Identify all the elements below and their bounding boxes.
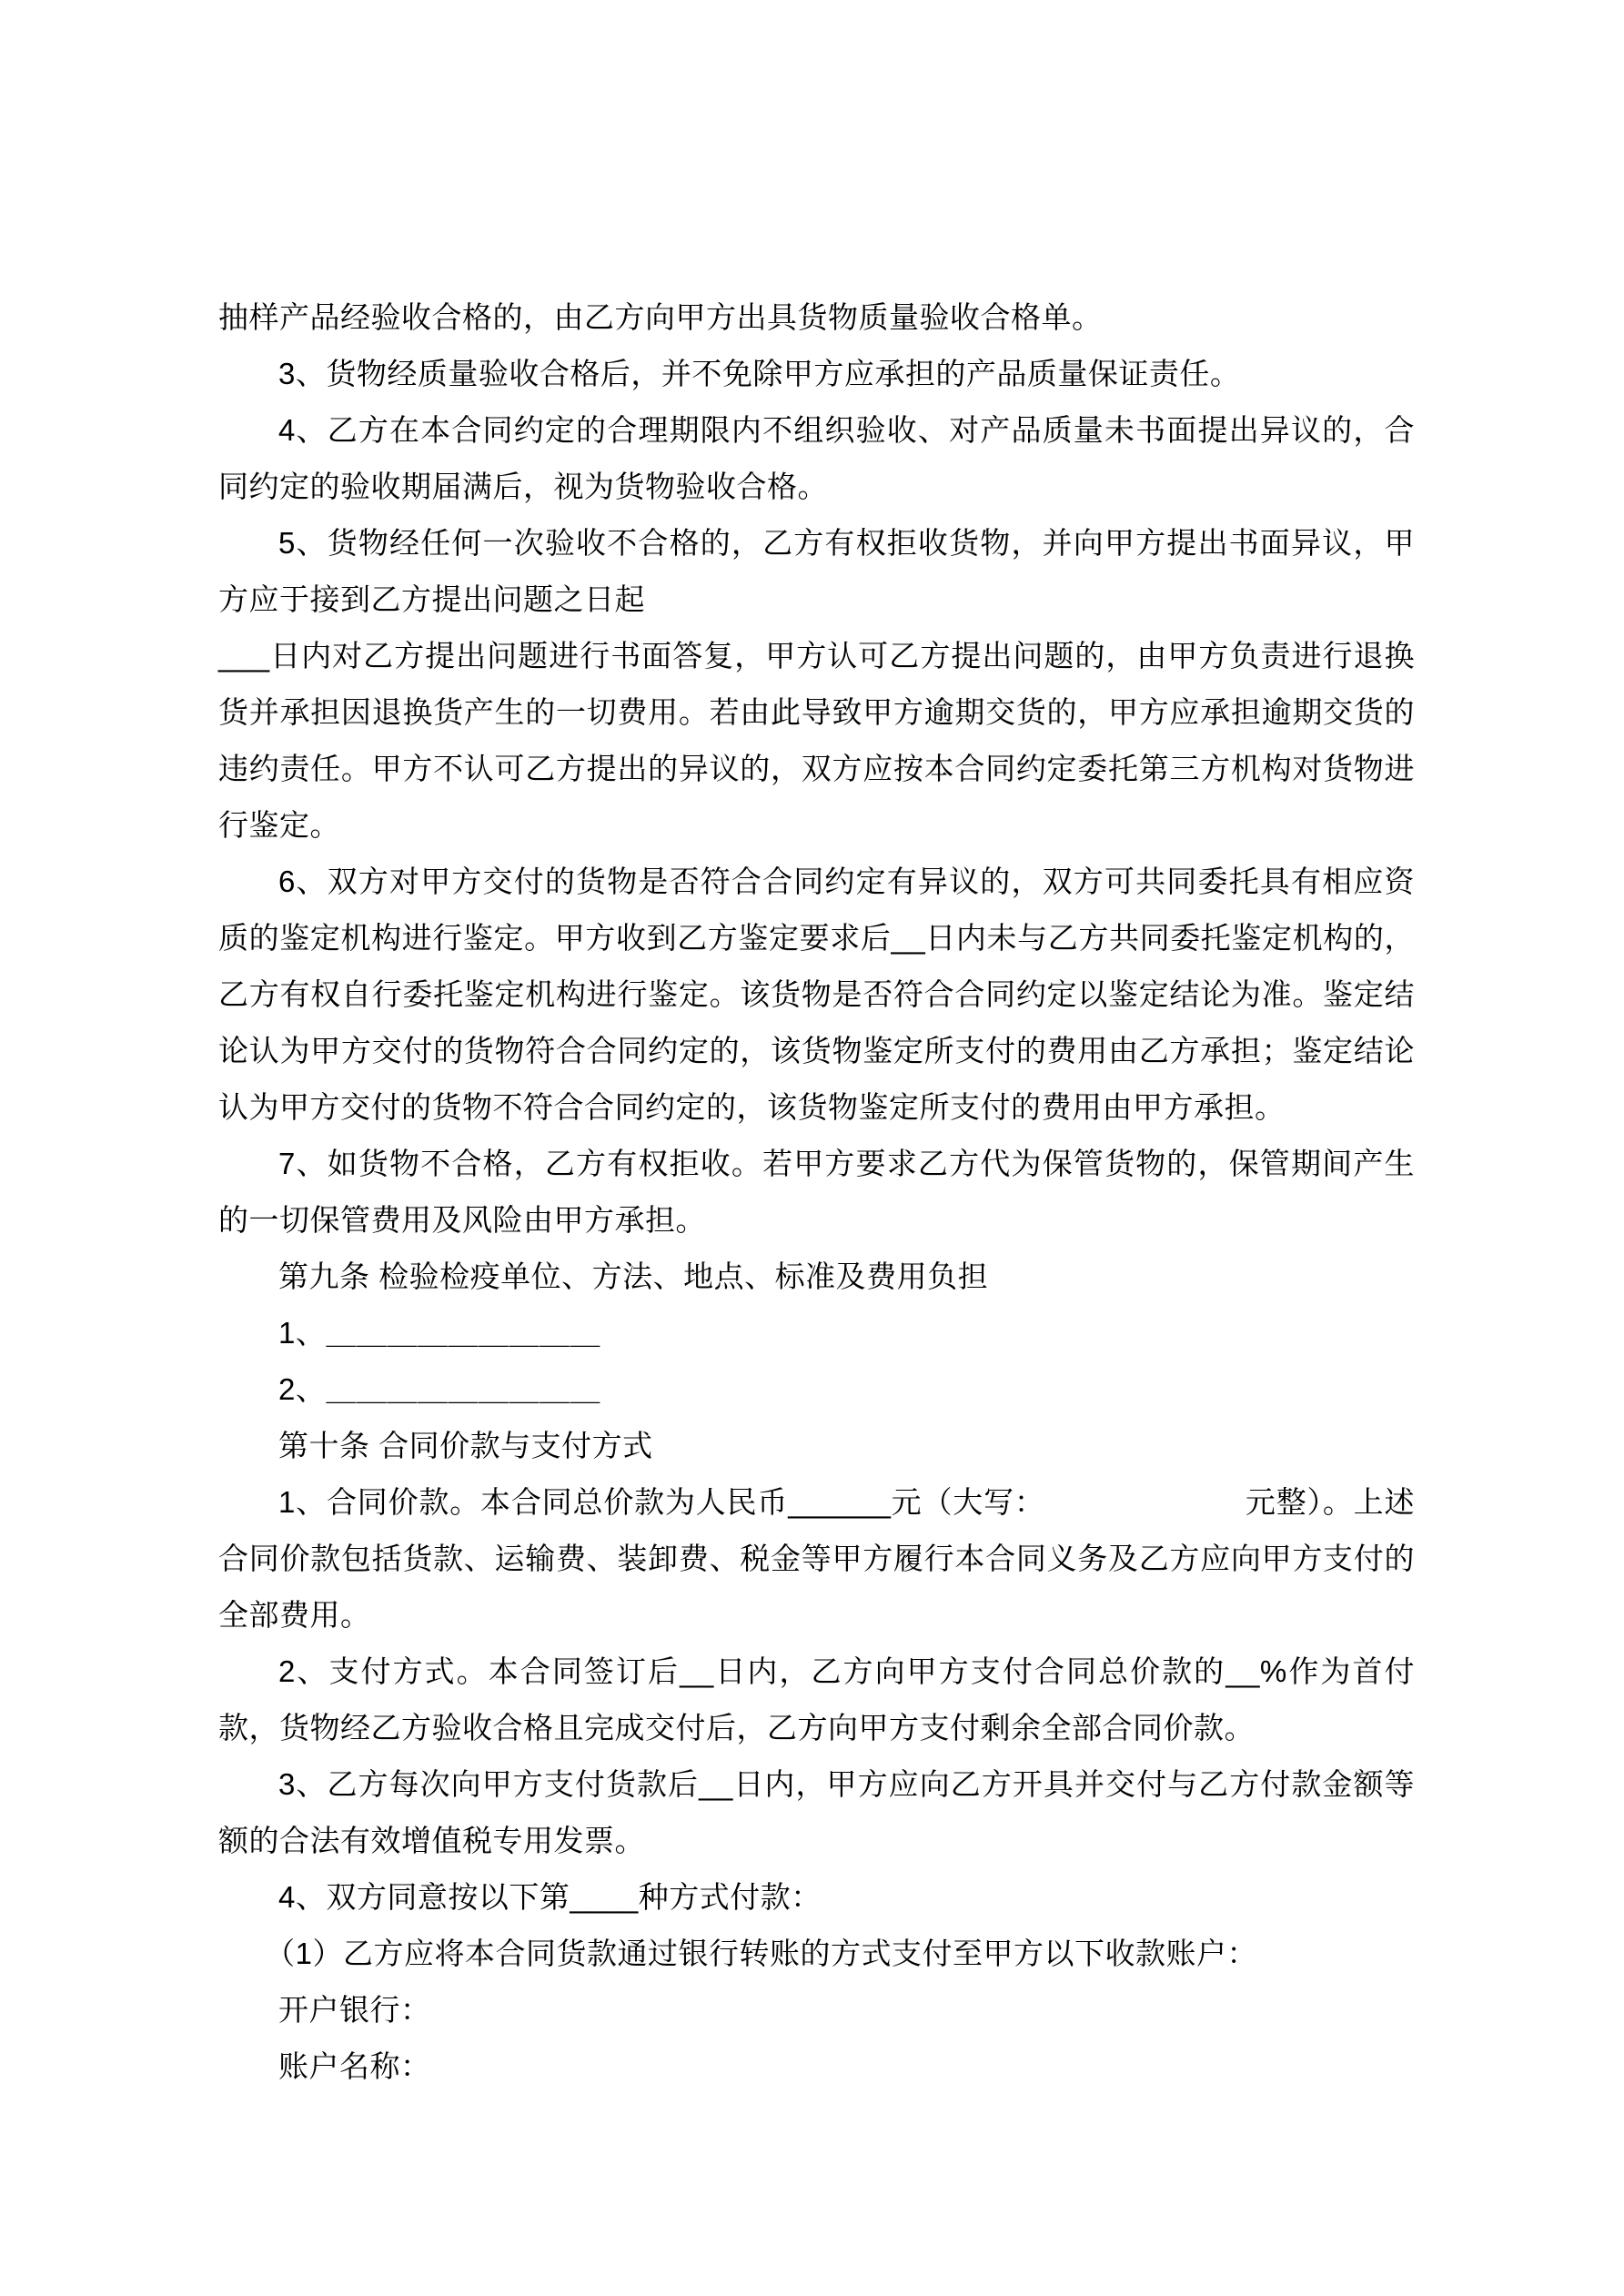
paragraph-clause-6: 6、双方对甲方交付的货物是否符合合同约定有异议的，双方可共同委托具有相应资质的鉴定机构进行鉴定。甲方收到乙方鉴定要求后__日内未与乙方共同委托鉴定机构的，乙方有权自行委托鉴定机构进行鉴定。该货物是否符合合同约定以鉴定结论为准。鉴定结论认为甲方交付的货物符合合同约定的，该货物鉴定所支付的费用由乙方承担；鉴定结论认为甲方交付的货物不符合合同约定的，该货物鉴定所支付的费用由甲方承担。 [218,865,1415,1124]
paragraph-clause-3: 3、货物经质量验收合格后，并不免除甲方应承担的产品质量保证责任。 [278,357,1241,390]
paragraph-clause-5-part2: ___日内对乙方提出问题进行书面答复，甲方认可乙方提出问题的，由甲方负责进行退换货并承担因退换货产生的一切费用。若由此导致甲方逾期交货的，甲方应承担逾期交货的违约责任。甲方不认可乙方提出的异议的，双方应按本合同约定委托第三方机构对货物进行鉴定。 [218,639,1415,842]
article-10-item-4: 4、双方同意按以下第____种方式付款： [278,1880,822,1914]
payment-method-subitem-1: （1）乙方应将本合同货款通过银行转账的方式支付至甲方以下收款账户： [265,1937,1257,1970]
article-9-blank-line-1: 1、＿＿＿＿＿＿＿＿＿ [278,1316,600,1350]
bank-name-label: 开户银行： [278,1993,431,2027]
paragraph-clause-5-part1: 5、货物经任何一次验收不合格的，乙方有权拒收货物，并向甲方提出书面异议，甲方应于接到乙方提出问题之日起 [218,526,1415,616]
article-10-heading: 第十条 合同价款与支付方式 [278,1429,653,1462]
article-9-heading: 第九条 检验检疫单位、方法、地点、标准及费用负担 [278,1259,989,1293]
paragraph-clause-continuation: 抽样产品经验收合格的，由乙方向甲方出具货物质量验收合格单。 [218,300,1103,334]
contract-body [218,289,1415,2095]
account-name-label: 账户名称： [278,2049,431,2083]
paragraph-clause-4: 4、乙方在本合同约定的合理期限内不组织验收、对产品质量未书面提出异议的，合同约定的验收期届满后，视为货物验收合格。 [218,413,1415,503]
article-10-item-2: 2、支付方式。本合同签订后__日内，乙方向甲方支付合同总价款的__%作为首付款，货物经乙方验收合格且完成交付后，乙方向甲方支付剩余全部合同价款。 [218,1654,1415,1745]
article-10-item-1: 1、合同价款。本合同总价款为人民币______元（大写： 元整）。上述合同价款包括货款、运输费、装卸费、税金等甲方履行本合同义务及乙方应向甲方支付的全部费用。 [218,1485,1415,1632]
article-10-item-3: 3、乙方每次向甲方支付货款后__日内，甲方应向乙方开具并交付与乙方付款金额等额的合法有效增值税专用发票。 [218,1767,1415,1857]
paragraph-clause-7: 7、如货物不合格，乙方有权拒收。若甲方要求乙方代为保管货物的，保管期间产生的一切保管费用及风险由甲方承担。 [218,1147,1415,1237]
article-9-blank-line-2: 2、＿＿＿＿＿＿＿＿＿ [278,1372,600,1406]
